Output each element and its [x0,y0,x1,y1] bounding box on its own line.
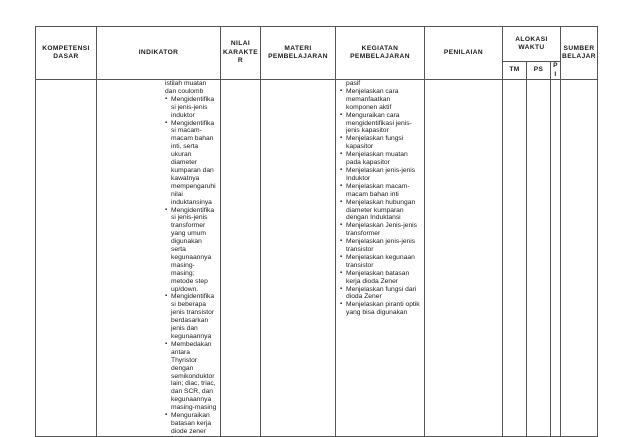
indikator-lead-text: istilah muatan dan coulomb [165,80,207,95]
list-item: ▪ Menjelaskan fungsi kapasitor [340,135,422,151]
list-item: ▪ Mengidentifikasi jenis-jenis transformer yang umum digunakan serta kegunaannya masing-masing; metode step up/down. [165,207,217,294]
kegiatan-lead-text: pasif [346,80,361,87]
indikator-list [165,96,217,436]
list-item: ▪ Menjelaskan jenis-jenis Induktor [340,167,422,183]
cell-penilaian [425,80,503,437]
list-item: ▪ Mengidentifikasi macam-macam bahan inti, serta ukuran diameter kumparan dan kawatnya mempengaruhi nilai induktansinya [165,120,217,207]
header-alokasi-waktu: ALOKASI WAKTU [503,27,561,62]
cell-nilai-karakter [221,80,261,437]
syllabus-table [35,26,598,437]
cell-materi-pembelajaran [261,80,336,437]
header-nilai-karakter: NILAI KARAKTE R [221,27,261,80]
header-tm: TM [503,62,527,80]
list-item: ▪ Menjelaskan kegunaan transistor [340,254,422,270]
list-item: ▪ Menjelaskan muatan pada kapasitor [340,151,422,167]
list-item: ▪ Menjelaskan fungsi dari dioda Zener [340,286,422,302]
cell-pi [551,80,561,437]
list-item: ▪ Menjelaskan macam-macam bahan inti [340,183,422,199]
header-pi: P I [551,62,561,80]
list-item: ▪ Menjelaskan hubungan diameter kumparan dengan Induktansi [340,199,422,223]
cell-ps [527,80,551,437]
list-item: ▪ Menjelaskan batasan kerja dioda Zener [340,270,422,286]
cell-kompetensi-dasar [36,80,97,437]
header-kegiatan-pembelajaran: KEGIATAN PEMBELAJARAN [336,27,425,80]
header-sumber-belajar: SUMBER BELAJAR [561,27,598,80]
header-materi-pembelajaran: MATERI PEMBELAJARAN [261,27,336,80]
header-indikator: INDIKATOR [97,27,221,80]
list-item: ▪ Menjelaskan jenis-jenis transistor [340,238,422,254]
cell-tm [503,80,527,437]
list-item: ▪ Membedakan antara Thyristor dengan semikonduktor lain; diac, triac, dan SCR, dan kegunaannya masing-masing [165,341,217,412]
cell-indikator [97,80,221,437]
list-item: ▪ Menjelaskan cara memanfaatkan komponen aktif [340,88,422,112]
list-item: ▪ Menjelaskan piranti optik yang bisa digunakan [340,301,422,317]
header-ps: PS [527,62,551,80]
list-item: ▪ Menguraikan cara mengidentifikasi jenis-jenis kapasitor [340,112,422,136]
header-kompetensi-dasar: KOMPETENSI DASAR [36,27,97,80]
list-item: ▪ Menguraikan batasan kerja diode zener [165,412,217,436]
list-item: ▪ Mengidentifikasi jenis-jenis induktor [165,96,217,120]
list-item: ▪ Menjelaskan Jenis-jenis transformer [340,222,422,238]
cell-sumber-belajar [561,80,598,437]
header-penilaian: PENILAIAN [425,27,503,80]
cell-kegiatan-pembelajaran [336,80,425,437]
kegiatan-list [340,88,422,317]
list-item: ▪ Mengidentifikasi beberapa jenis transistor berdasarkan jenis dan kegunaannya [165,293,217,340]
